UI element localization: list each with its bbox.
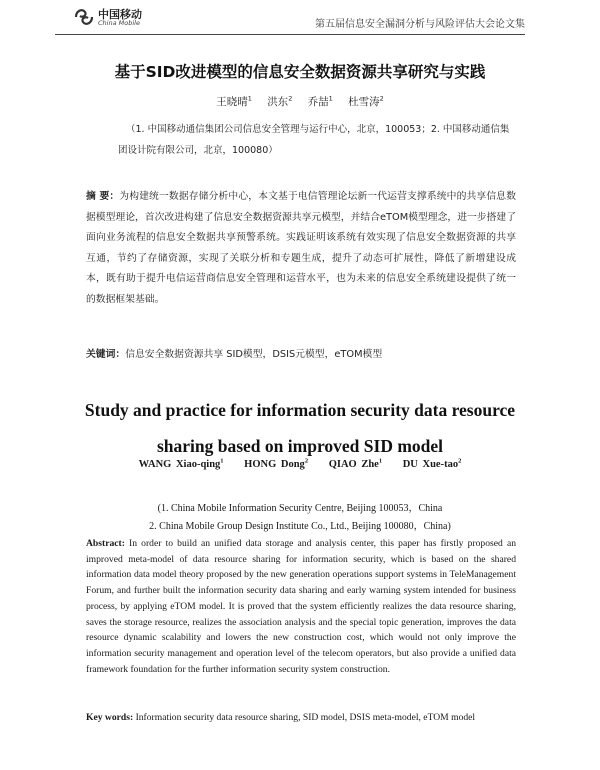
page-header bbox=[55, 0, 525, 35]
abstract-text-cn: 为构建统一数据存储分析中心，本文基于电信管理论坛新一代运营支撑系统中的共享信息数据模型理论，首次改进构建了信息安全数据资源共享元模型，并结合eTOM模型理念，进一步搭建了面向业务流程的信息安全数据共享预警系统。实践证明该系统有效实现了信息安全数据资源的共享互通，节约了存储资源，实现了关联分析和专题生成，提升了动态可扩展性，降低了新增建设成本，既有助于提升电信运营商信息安全管理和运营水平，也为未来的信息安全系统建设提供了统一的数据框架基础。 bbox=[86, 191, 516, 305]
author-cn: 洪东$^2$ bbox=[267, 94, 293, 108]
author-en: DU Xue-tao$^2$ bbox=[402, 457, 462, 470]
author-list-en bbox=[0, 459, 600, 470]
logo-text-en: China Mobile bbox=[98, 19, 140, 27]
paper-title-cn: 基于SID改进模型的信息安全数据资源共享研究与实践 bbox=[114, 63, 486, 81]
keywords-text-cn: 信息安全数据资源共享 SID模型，DSIS元模型，eTOM模型 bbox=[125, 349, 383, 360]
abstract-cn bbox=[86, 187, 516, 310]
author-list-cn bbox=[0, 94, 600, 109]
paper-title-en-line1: Study and practice for information security data resource bbox=[84, 400, 516, 420]
keywords-en bbox=[86, 707, 516, 728]
abstract-label-cn: 摘 要： bbox=[86, 191, 120, 202]
journal-title: 第五届信息安全漏洞分析与风险评估大会论文集 bbox=[315, 19, 525, 30]
paper-title-en-line2: sharing based on improved SID model bbox=[156, 436, 444, 456]
author-en: WANG Xiao-qing$^1$ bbox=[138, 457, 224, 470]
keywords-cn bbox=[86, 347, 516, 363]
abstract-label-en: Abstract: bbox=[86, 538, 125, 549]
abstract-text-en: In order to build an unified data storage and analysis center, this paper has firstly proposed an improved meta-model of data resource sharing for information security, which is based on the shared information data model theory proposed by the new generation operations support systems in TeleManagement Forum, and further built the information security data sharing and early warning system intended for business process, by applying eTOM model. It is proved that the system efficiently realizes the data resource sharing, saves the storage resource, realizes the association analysis and the special topic generation, improves the data resource dynamic scalability and lowers the new construction cost, which would not only improve the information security management and operation level of the telecom operators, but also provide a unified data framework foundation for the further information security system construction. bbox=[86, 538, 516, 675]
china-mobile-logo-icon bbox=[73, 6, 95, 28]
author-cn: 乔喆$^1$ bbox=[307, 94, 333, 108]
logo-text-cn: 中国移动 bbox=[98, 8, 142, 21]
affiliation-cn: （1. 中国移动通信集团公司信息安全管理与运行中心，北京，100053；2. 中国移动通信集团设计院有限公司，北京，100080） bbox=[118, 124, 510, 156]
affiliation-en-line1: (1. China Mobile Information Security Centre, Beijing 100053，China bbox=[157, 503, 443, 514]
abstract-en bbox=[86, 536, 516, 677]
affiliation-en bbox=[0, 500, 600, 536]
author-cn: 杜雪涛$^2$ bbox=[348, 94, 384, 108]
keywords-label-en: Key words: bbox=[86, 712, 134, 723]
author-cn: 王晓晴$^1$ bbox=[216, 94, 252, 108]
affiliation-en-line2: 2. China Mobile Group Design Institute Co., Ltd., Beijing 100080，China) bbox=[149, 521, 451, 532]
keywords-label-cn: 关键词： bbox=[86, 349, 126, 360]
paper-title-en bbox=[0, 392, 600, 464]
keywords-text-en: Information security data resource sharing, SID model, DSIS meta-model, eTOM model bbox=[133, 712, 476, 723]
author-en: HONG Dong$^2$ bbox=[244, 457, 309, 470]
author-en: QIAO Zhe$^1$ bbox=[328, 457, 383, 470]
